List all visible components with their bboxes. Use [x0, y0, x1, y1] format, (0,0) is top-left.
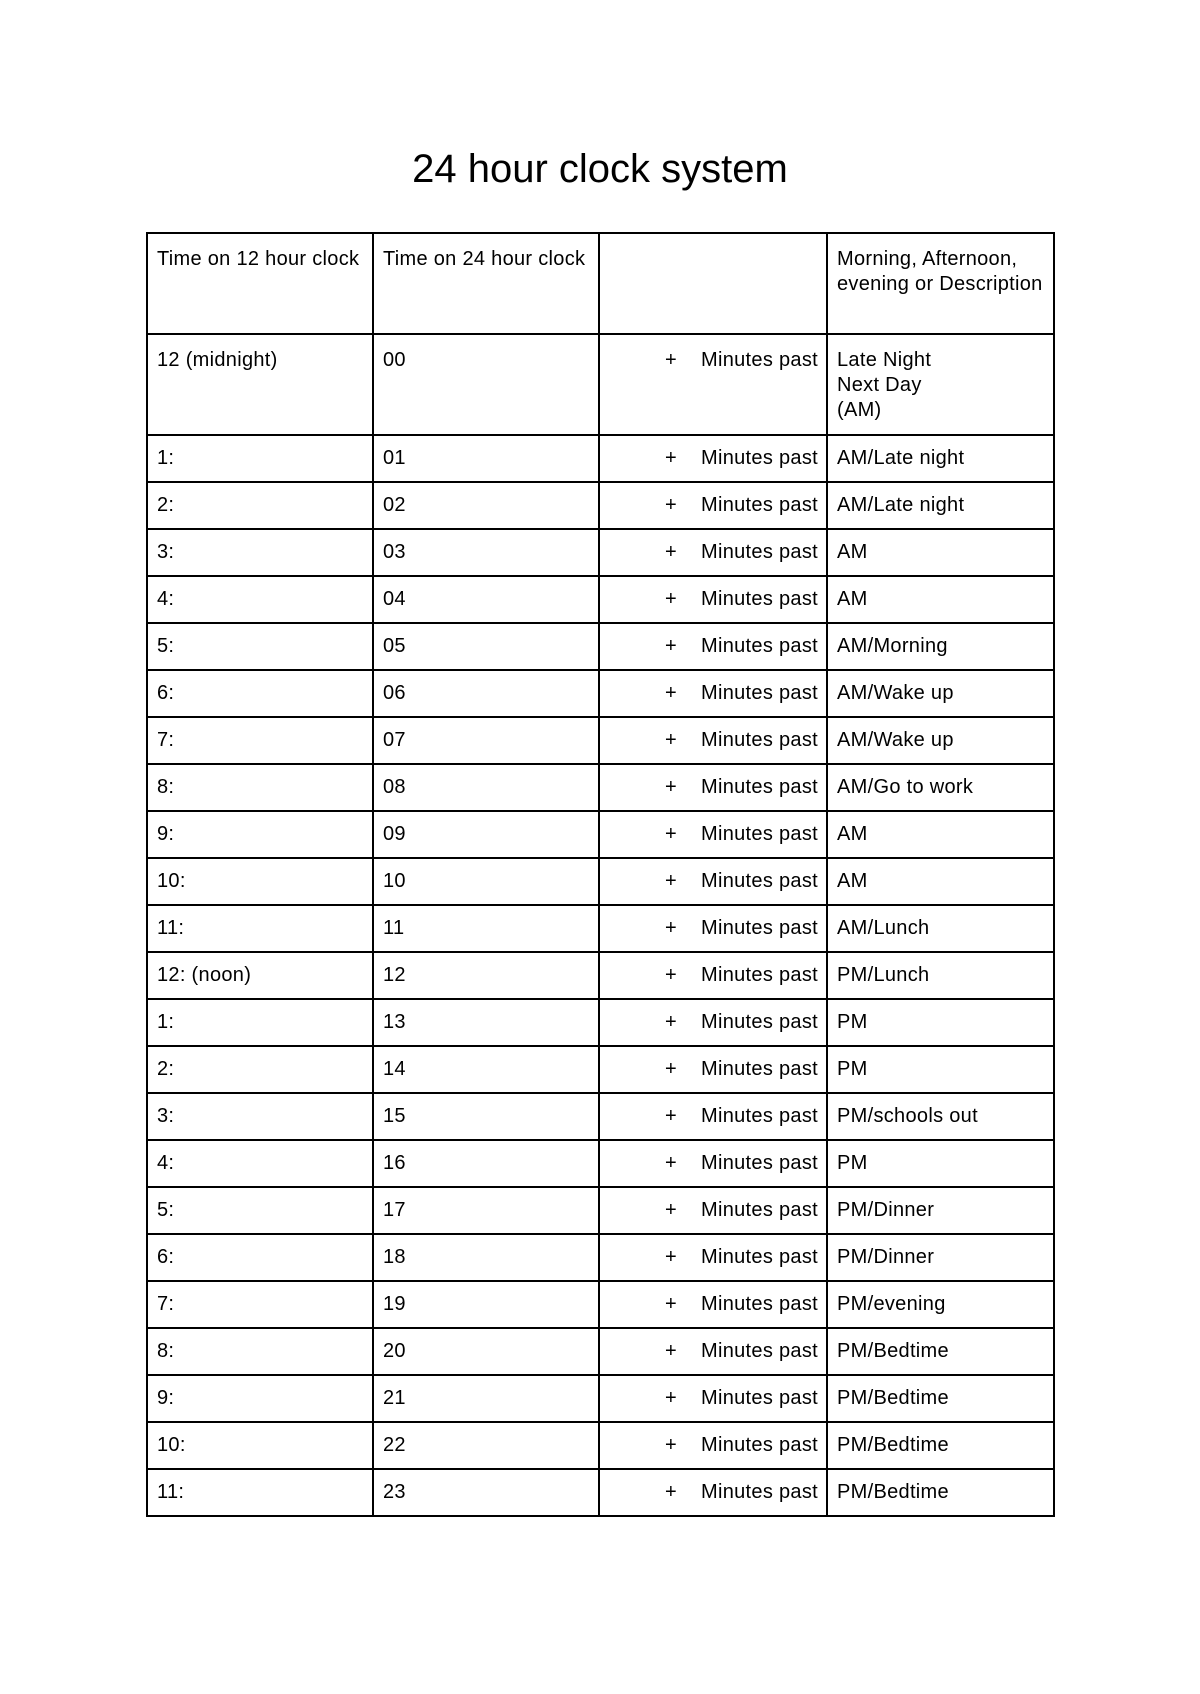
- time-12-hour-cell: 11:: [147, 1469, 373, 1516]
- plus-sign: +: [665, 1199, 677, 1221]
- description-cell: PM: [827, 999, 1054, 1046]
- table-row: [147, 670, 1054, 717]
- time-24-hour-cell: 07: [373, 717, 599, 764]
- minutes-past-cell: [599, 811, 827, 858]
- time-24-hour-cell: 15: [373, 1093, 599, 1140]
- table-row: [147, 334, 1054, 435]
- time-12-hour-cell: 8:: [147, 764, 373, 811]
- minutes-past-label: Minutes past: [701, 917, 818, 939]
- table-row: [147, 1328, 1054, 1375]
- table-row: [147, 999, 1054, 1046]
- minutes-past-label: Minutes past: [701, 823, 818, 845]
- time-12-hour-cell: 6:: [147, 1234, 373, 1281]
- plus-sign: +: [665, 1105, 677, 1127]
- time-12-hour-cell: 9:: [147, 1375, 373, 1422]
- description-cell: AM: [827, 858, 1054, 905]
- minutes-past-label: Minutes past: [701, 1340, 818, 1362]
- plus-sign: +: [665, 1011, 677, 1033]
- description-cell: PM/Bedtime: [827, 1469, 1054, 1516]
- time-24-hour-cell: 06: [373, 670, 599, 717]
- table-row: [147, 1375, 1054, 1422]
- description-cell: AM/Wake up: [827, 717, 1054, 764]
- description-cell: PM/schools out: [827, 1093, 1054, 1140]
- table-row: [147, 1093, 1054, 1140]
- minutes-past-cell: [599, 670, 827, 717]
- plus-sign: +: [665, 729, 677, 751]
- time-24-hour-cell: 19: [373, 1281, 599, 1328]
- header-12-hour: Time on 12 hour clock: [147, 233, 373, 334]
- description-cell: PM: [827, 1140, 1054, 1187]
- description-cell: PM/Lunch: [827, 952, 1054, 999]
- description-cell: AM/Wake up: [827, 670, 1054, 717]
- description-cell: Late Night Next Day (AM): [827, 334, 1054, 435]
- time-24-hour-cell: 23: [373, 1469, 599, 1516]
- minutes-past-label: Minutes past: [701, 1058, 818, 1080]
- time-12-hour-cell: 5:: [147, 623, 373, 670]
- plus-sign: +: [665, 917, 677, 939]
- minutes-past-cell: [599, 1375, 827, 1422]
- time-24-hour-cell: 11: [373, 905, 599, 952]
- minutes-past-cell: [599, 1140, 827, 1187]
- time-12-hour-cell: 10:: [147, 858, 373, 905]
- time-24-hour-cell: 12: [373, 952, 599, 999]
- minutes-past-label: Minutes past: [701, 494, 818, 516]
- time-12-hour-cell: 5:: [147, 1187, 373, 1234]
- table-row: [147, 623, 1054, 670]
- description-cell: PM/Bedtime: [827, 1328, 1054, 1375]
- minutes-past-cell: [599, 1469, 827, 1516]
- time-12-hour-cell: 6:: [147, 670, 373, 717]
- plus-sign: +: [665, 1481, 677, 1503]
- minutes-past-cell: [599, 576, 827, 623]
- plus-sign: +: [665, 447, 677, 469]
- description-cell: AM: [827, 529, 1054, 576]
- table-row: [147, 1281, 1054, 1328]
- time-24-hour-cell: 20: [373, 1328, 599, 1375]
- minutes-past-label: Minutes past: [701, 1011, 818, 1033]
- minutes-past-label: Minutes past: [701, 1246, 818, 1268]
- table-row: [147, 905, 1054, 952]
- time-12-hour-cell: 3:: [147, 529, 373, 576]
- header-24-hour: Time on 24 hour clock: [373, 233, 599, 334]
- plus-sign: +: [665, 541, 677, 563]
- table-header-row: [147, 233, 1054, 334]
- minutes-past-cell: [599, 905, 827, 952]
- table-row: [147, 764, 1054, 811]
- description-cell: PM/Bedtime: [827, 1375, 1054, 1422]
- plus-sign: +: [665, 1434, 677, 1456]
- time-12-hour-cell: 12: (noon): [147, 952, 373, 999]
- minutes-past-label: Minutes past: [701, 1152, 818, 1174]
- minutes-past-label: Minutes past: [701, 1105, 818, 1127]
- table-row: [147, 1469, 1054, 1516]
- minutes-past-label: Minutes past: [701, 964, 818, 986]
- time-12-hour-cell: 11:: [147, 905, 373, 952]
- table-row: [147, 1187, 1054, 1234]
- minutes-past-label: Minutes past: [701, 1387, 818, 1409]
- minutes-past-cell: [599, 1093, 827, 1140]
- minutes-past-cell: [599, 334, 827, 435]
- minutes-past-cell: [599, 1422, 827, 1469]
- time-24-hour-cell: 16: [373, 1140, 599, 1187]
- plus-sign: +: [665, 635, 677, 657]
- plus-sign: +: [665, 964, 677, 986]
- plus-sign: +: [665, 1340, 677, 1362]
- minutes-past-label: Minutes past: [701, 1293, 818, 1315]
- plus-sign: +: [665, 1152, 677, 1174]
- minutes-past-cell: [599, 623, 827, 670]
- clock-conversion-table: [146, 232, 1055, 1517]
- table-row: [147, 1234, 1054, 1281]
- description-cell: AM/Late night: [827, 435, 1054, 482]
- minutes-past-label: Minutes past: [701, 447, 818, 469]
- time-12-hour-cell: 1:: [147, 435, 373, 482]
- description-cell: PM: [827, 1046, 1054, 1093]
- time-24-hour-cell: 00: [373, 334, 599, 435]
- time-24-hour-cell: 01: [373, 435, 599, 482]
- plus-sign: +: [665, 1058, 677, 1080]
- plus-sign: +: [665, 776, 677, 798]
- time-12-hour-cell: 3:: [147, 1093, 373, 1140]
- time-12-hour-cell: 7:: [147, 1281, 373, 1328]
- description-cell: AM: [827, 811, 1054, 858]
- table-row: [147, 1140, 1054, 1187]
- minutes-past-cell: [599, 529, 827, 576]
- time-12-hour-cell: 4:: [147, 1140, 373, 1187]
- minutes-past-label: Minutes past: [701, 776, 818, 798]
- time-12-hour-cell: 1:: [147, 999, 373, 1046]
- header-description: Morning, Afternoon, evening or Description: [827, 233, 1054, 334]
- minutes-past-cell: [599, 1046, 827, 1093]
- description-cell: AM/Go to work: [827, 764, 1054, 811]
- table-row: [147, 576, 1054, 623]
- plus-sign: +: [665, 1387, 677, 1409]
- table-row: [147, 482, 1054, 529]
- minutes-past-label: Minutes past: [701, 729, 818, 751]
- minutes-past-cell: [599, 1187, 827, 1234]
- description-cell: AM/Late night: [827, 482, 1054, 529]
- minutes-past-label: Minutes past: [701, 349, 818, 371]
- time-24-hour-cell: 09: [373, 811, 599, 858]
- time-24-hour-cell: 13: [373, 999, 599, 1046]
- time-12-hour-cell: 9:: [147, 811, 373, 858]
- minutes-past-cell: [599, 858, 827, 905]
- minutes-past-cell: [599, 435, 827, 482]
- time-24-hour-cell: 10: [373, 858, 599, 905]
- time-12-hour-cell: 2:: [147, 482, 373, 529]
- description-cell: PM/Dinner: [827, 1234, 1054, 1281]
- minutes-past-cell: [599, 764, 827, 811]
- minutes-past-label: Minutes past: [701, 1199, 818, 1221]
- time-24-hour-cell: 08: [373, 764, 599, 811]
- description-cell: AM: [827, 576, 1054, 623]
- time-24-hour-cell: 22: [373, 1422, 599, 1469]
- description-cell: PM/evening: [827, 1281, 1054, 1328]
- table-row: [147, 717, 1054, 764]
- minutes-past-cell: [599, 952, 827, 999]
- time-12-hour-cell: 4:: [147, 576, 373, 623]
- plus-sign: +: [665, 1293, 677, 1315]
- time-12-hour-cell: 2:: [147, 1046, 373, 1093]
- time-24-hour-cell: 17: [373, 1187, 599, 1234]
- header-minutes: [599, 233, 827, 334]
- minutes-past-cell: [599, 482, 827, 529]
- time-24-hour-cell: 14: [373, 1046, 599, 1093]
- plus-sign: +: [665, 588, 677, 610]
- page-title: 24 hour clock system: [412, 147, 788, 191]
- minutes-past-label: Minutes past: [701, 1434, 818, 1456]
- time-24-hour-cell: 05: [373, 623, 599, 670]
- time-12-hour-cell: 12 (midnight): [147, 334, 373, 435]
- description-cell: PM/Bedtime: [827, 1422, 1054, 1469]
- minutes-past-cell: [599, 1328, 827, 1375]
- minutes-past-cell: [599, 999, 827, 1046]
- minutes-past-label: Minutes past: [701, 1481, 818, 1503]
- table-row: [147, 858, 1054, 905]
- minutes-past-label: Minutes past: [701, 682, 818, 704]
- minutes-past-label: Minutes past: [701, 635, 818, 657]
- minutes-past-label: Minutes past: [701, 541, 818, 563]
- table-row: [147, 1422, 1054, 1469]
- description-cell: AM/Lunch: [827, 905, 1054, 952]
- time-12-hour-cell: 8:: [147, 1328, 373, 1375]
- time-12-hour-cell: 10:: [147, 1422, 373, 1469]
- table-row: [147, 1046, 1054, 1093]
- description-cell: AM/Morning: [827, 623, 1054, 670]
- table-row: [147, 811, 1054, 858]
- plus-sign: +: [665, 349, 677, 371]
- plus-sign: +: [665, 823, 677, 845]
- plus-sign: +: [665, 494, 677, 516]
- minutes-past-cell: [599, 717, 827, 764]
- table-row: [147, 529, 1054, 576]
- time-24-hour-cell: 04: [373, 576, 599, 623]
- minutes-past-cell: [599, 1234, 827, 1281]
- minutes-past-label: Minutes past: [701, 588, 818, 610]
- plus-sign: +: [665, 870, 677, 892]
- table-row: [147, 435, 1054, 482]
- minutes-past-label: Minutes past: [701, 870, 818, 892]
- description-cell: PM/Dinner: [827, 1187, 1054, 1234]
- minutes-past-cell: [599, 1281, 827, 1328]
- time-24-hour-cell: 18: [373, 1234, 599, 1281]
- time-24-hour-cell: 02: [373, 482, 599, 529]
- time-24-hour-cell: 03: [373, 529, 599, 576]
- time-12-hour-cell: 7:: [147, 717, 373, 764]
- plus-sign: +: [665, 682, 677, 704]
- table-row: [147, 952, 1054, 999]
- plus-sign: +: [665, 1246, 677, 1268]
- time-24-hour-cell: 21: [373, 1375, 599, 1422]
